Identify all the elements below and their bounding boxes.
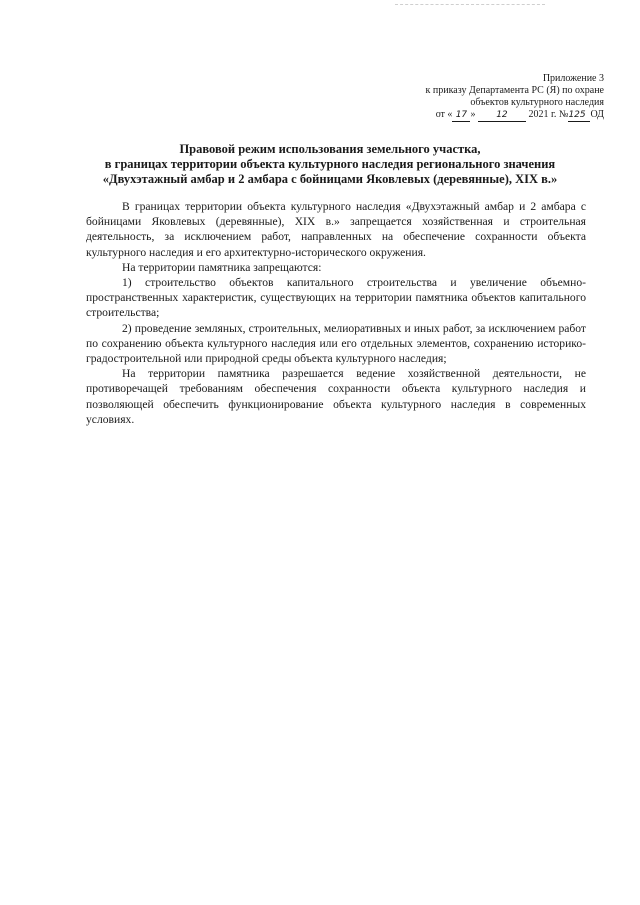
handwritten-day: 17 (452, 110, 470, 122)
paragraph-prohibition-2: 2) проведение земляных, строительных, мелиоративных и иных работ, за исключением работ по сохранению объекта культурного наследия или его отдельных элементов, сохранению историко-градостроительной или природной среды объекта культурного наследия; (86, 321, 586, 366)
date-year: 2021 г. № (528, 109, 569, 120)
title-line-3: «Двухэтажный амбар и 2 амбара с бойницами Яковлевых (деревянные), XIX в.» (102, 172, 558, 186)
order-suffix: ОД (590, 109, 604, 120)
document-body (86, 199, 586, 427)
appendix-label: Приложение 3 (542, 73, 604, 84)
handwritten-order-number: 125 (568, 110, 590, 122)
document-title (70, 142, 590, 187)
date-prefix: от « (435, 109, 453, 120)
title-line-1: Правовой режим использования земельного участка, (179, 142, 481, 156)
date-mid: » (470, 109, 476, 120)
appendix-header (354, 73, 604, 122)
appendix-date-line (354, 109, 604, 122)
paragraph-territory-boundaries: В границах территории объекта культурного наследия «Двухэтажный амбар и 2 амбара с бойницами Яковлевых (деревянные), XIX в.» запрещается хозяйственная и строительная деятельность, за исключением работ, направленных на обеспечение сохранности объекта культурного наследия и его архитектурно-исторического окружения. (86, 200, 586, 259)
appendix-department: объектов культурного наследия (470, 97, 604, 108)
title-line-2: в границах территории объекта культурного наследия регионального значения (104, 157, 556, 171)
handwritten-month: 12 (478, 110, 526, 122)
paragraph-prohibition-1: 1) строительство объектов капитального строительства и увеличение объемно-пространственных характеристик, существующих на территории памятника объектов капитального строительства; (86, 276, 586, 320)
scan-artifact (395, 4, 545, 6)
paragraph-prohibitions-intro: На территории памятника запрещаются: (122, 260, 322, 274)
paragraph-permitted-activity: На территории памятника разрешается ведение хозяйственной деятельности, не противоречащей требованиям обеспечения сохранности объекта культурного наследия и позволяющей обеспечить функционирование объекта культурного наследия в современных условиях. (86, 367, 586, 426)
appendix-order-reference: к приказу Департамента РС (Я) по охране (425, 85, 604, 96)
